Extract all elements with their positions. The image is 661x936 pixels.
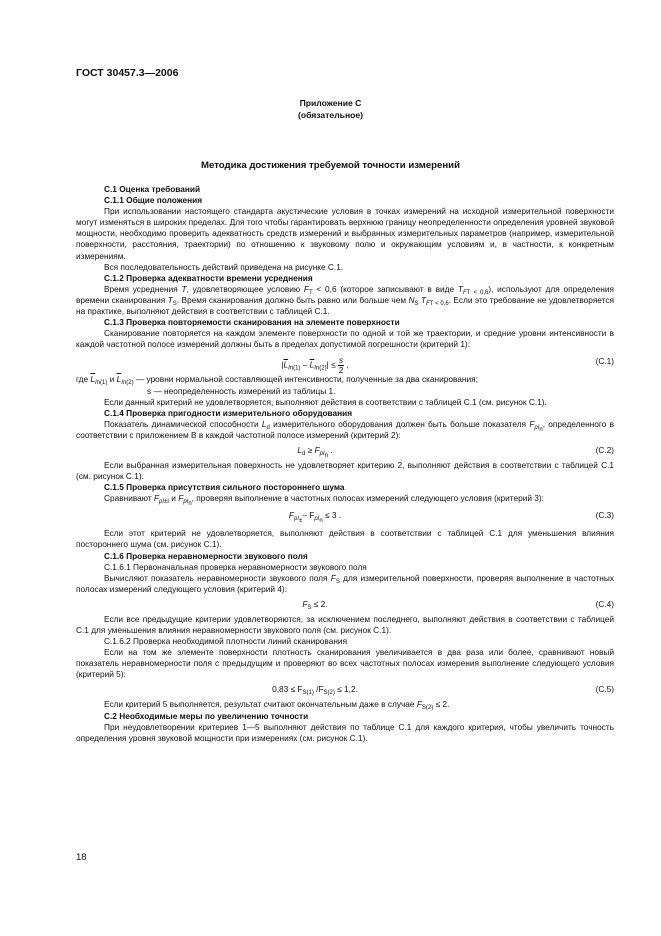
subsection-heading: С.1.6.1 Первоначальная проверка неравномерности звукового поля (104, 561, 367, 572)
equation-number: (С.5) (595, 684, 614, 695)
section-heading: С.1 Оценка требований (104, 184, 201, 194)
section-heading: С.1.4 Проверка пригодности измерительного оборудования (104, 407, 353, 418)
paragraph: Вся последовательность действий приведена на рисунке С.1. (104, 261, 344, 272)
equation-c2: $L_d \ge F_{pI_n}$ . (С.2) (297, 444, 614, 459)
equation-c5: $0,83 \le F_{S(1)}$ $/F_{S(2)} \le 1,2$. (С.5) (272, 684, 614, 697)
equation-number: (С.4) (595, 598, 614, 609)
paragraph: Вычисляют показатель неравномерности звукового поля $F_S$ для измерительной поверхности, проверяя выполнение в частотных полосах измерений следующего условия (критерий 4): (76, 572, 614, 594)
paragraph: Если на том же элементе поверхности плотность сканирования увеличивается в два раза или более, сравнивают новый показатель неравномерности поля с предыдущим и проверяют во всех частотных полосах измерения выполнение следующего условия (критерий 5): (76, 647, 614, 680)
equation-number: (С.3) (595, 510, 614, 521)
document-body (76, 184, 614, 744)
paragraph: Сравнивают $F_{pI\pm I}$ и $F_{pI_n}$, проверяя выполнение в частотных полосах измерений следующего условия (критерий 3): (104, 493, 544, 508)
paragraph: Если критерий 5 выполняется, результат считают окончательным даже в случае $F_{S(2)} \le 2$. (104, 699, 450, 712)
equation-c4: $F_S \le 2$. (С.4) (302, 598, 614, 611)
equation-number: (С.2) (595, 444, 614, 455)
section-heading: С.2 Необходимые меры по увеличению точности (104, 710, 309, 721)
equation-c3: $F_{pI_\pm}-$ $F_{pI_n} \le 3$ . (С.3) (288, 510, 614, 525)
paragraph: Если все предыдущие критерии удовлетворяются, за исключением последнего, выполняют действия в соответствии с таблицей С.1 для уменьшения влияния неравномерности звукового поля (см. рисунок С.1). (76, 613, 614, 635)
page-number: 18 (76, 852, 87, 863)
paragraph: Сканирование повторяется на каждом элементе поверхности по одной и той же траектории, и средние уровни интенсивности в каждой частотной полосе измерений должны быть в пределах допустимой погрешности (критерий 1): (76, 328, 614, 350)
page-title: Методика достижения требуемой точности измерений (201, 160, 460, 171)
section-heading: С.1.6 Проверка неравномерности звукового поля (104, 550, 308, 561)
section-heading: С.1.5 Проверка присутствия сильного постороннего шума (104, 482, 345, 493)
paragraph: Время усреднения T, удовлетворяющее условию $F_T < 0,6$ (которое записывают в виде $T_{FT < 0,6}$), используют для определения времени сканирования $T_S$. Время сканирования должно быть равно или больше чем $N_S$ $T_{FT < 0,6}$. Если это требование не удовлетворяется на практике, выполняют действия в соответствии с таблицей С.1. (76, 283, 614, 317)
section-heading: С.1.1 Общие положения (104, 195, 203, 206)
paragraph: s — неопределенность измерений из таблицы 1. (147, 385, 336, 396)
paragraph: При неудовлетворении критериев 1—5 выполняют действия по таблице С.1 для каждого критерия, чтобы увеличить точность определения уровня звуковой мощности при измерениях (см. рисунок С.1). (76, 721, 614, 743)
section-heading: С.1.2 Проверка адекватности времени усреднения (104, 272, 313, 283)
standard-header: ГОСТ 30457.3—2006 (76, 67, 179, 79)
paragraph: Показатель динамической способности $L_d$ измерительного оборудования должен быть больше показателя $F_{pI_n}$, определенного в соответствии с приложением В в каждой частотной полосе измерений (критерий 2): (76, 418, 614, 440)
appendix-label: Приложение С (299, 98, 362, 108)
paragraph: где $\overline{L}_{In(1)}$ и $\overline{L}_{In(2)}$ — уровни нормальной составляющей интенсивности, полученные за два сканирования; (76, 374, 478, 387)
subsection-heading: С.1.6.2 Проверка необходимой плотности линий сканирования (104, 636, 348, 647)
paragraph: При использовании настоящего стандарта акустические условия в точках измерений на исходной измерительной поверхности могут изменяться в широких пределах. Для того чтобы гарантировать верхнюю границу неопределенности определения уровней звуковой мощности, необходимо проверить адекватность средств измерений и выбранных измерительных параметров (например, измерительной поверхности, расстояния, траектории) по отношению к звуковому полю и окружающим условиям и, в частности, к конкретным измерениям. (76, 206, 614, 261)
paragraph: Если этот критерий не удовлетворяется, выполняют действия в соответствии с таблицей С.1 для уменьшения влияния постороннего шума (см. рисунок С.1). (76, 528, 614, 550)
paragraph: Если выбранная измерительная поверхность не удовлетворяет критерию 2, выполняют действия в соответствии с таблицей С.1 (см. рисунок С.1). (76, 459, 614, 482)
equation-number: (С.1) (595, 356, 614, 367)
equation-c1: $|\overline{L}_{In(1)} - \overline{L}_{In(2)}|$ ≤ $\frac{s}{2}$ , (С.1) (281, 355, 614, 376)
section-heading: С.1.3 Проверка повторяемости сканирования на элементе поверхности (104, 317, 400, 328)
appendix-status: (обязательное) (297, 110, 364, 120)
paragraph: Если данный критерий не удовлетворяется, выполняют действия в соответствии с таблицей С.1 (см. рисунок С.1). (104, 396, 547, 407)
